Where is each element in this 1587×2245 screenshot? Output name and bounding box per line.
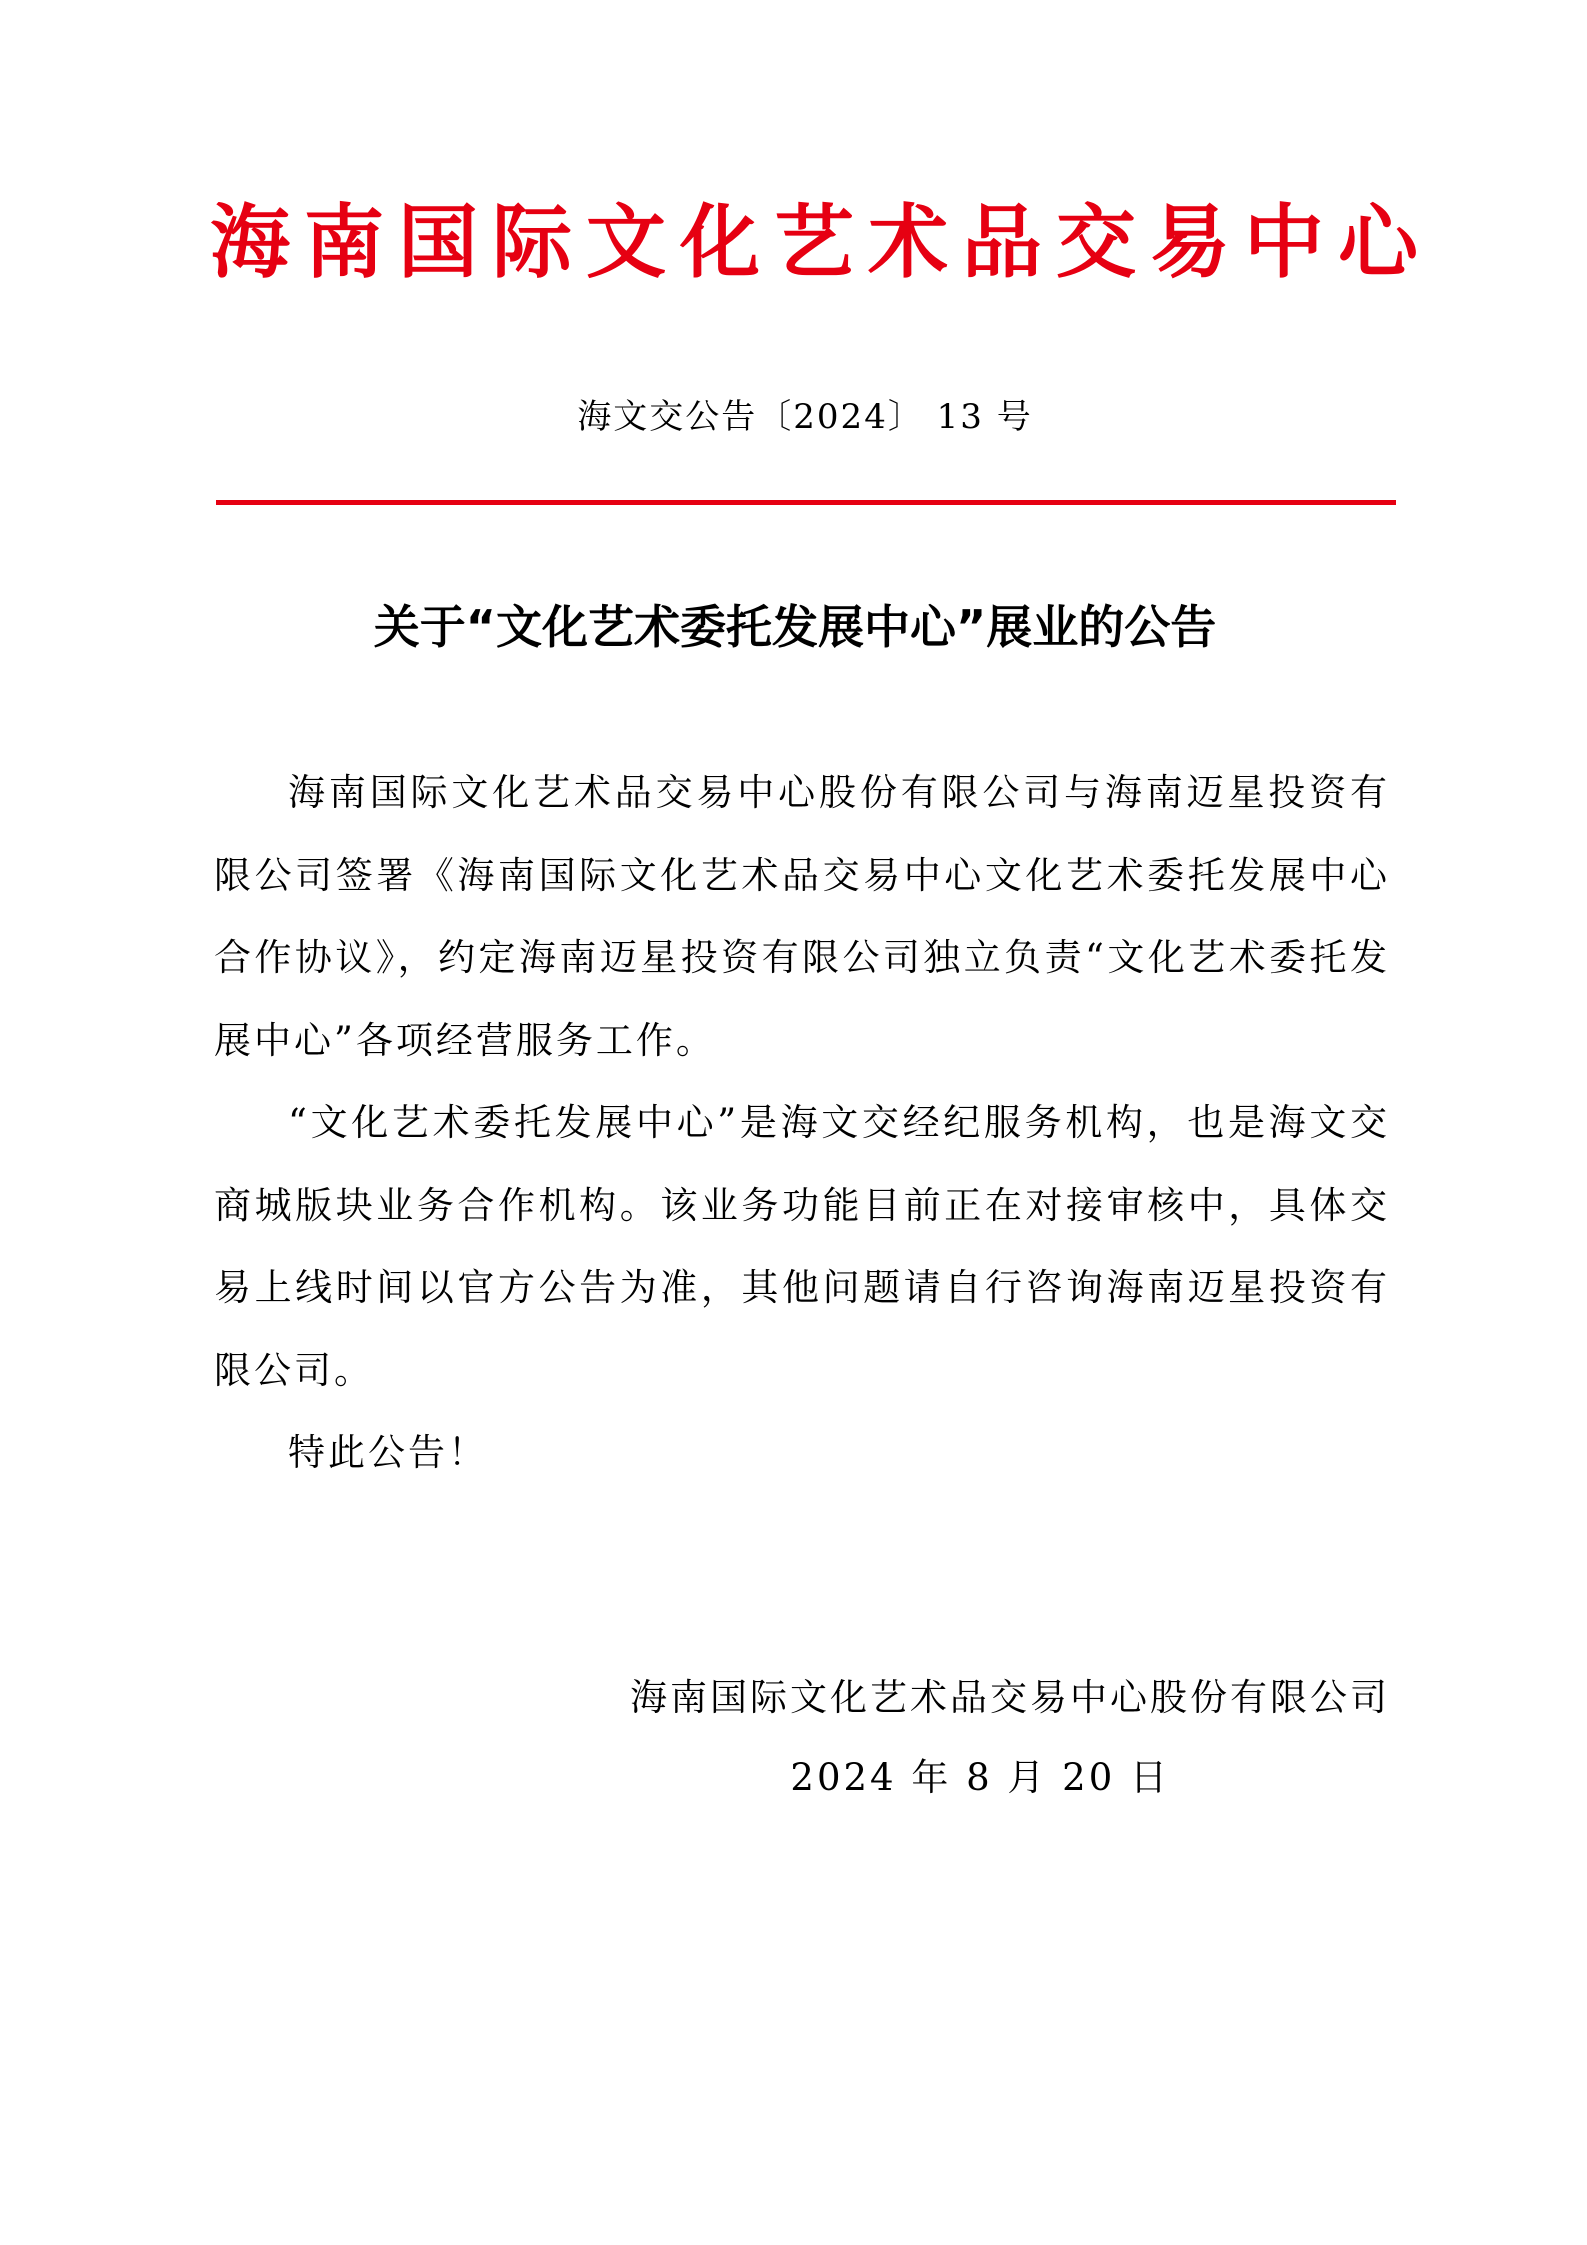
red-divider <box>216 500 1396 505</box>
body-paragraph: “文化艺术委托发展中心”是海文交经纪服务机构，也是海文交商城版块业务合作机构。该业务功能目前正在对接审核中，具体交易上线时间以官方公告为准，其他问题请自行咨询海南迈星投资有限公司。 <box>214 1101 1390 1392</box>
signature-date: 2024 年 8 月 20 日 <box>790 1756 1170 1799</box>
closing-line: 特此公告！ <box>288 1431 488 1474</box>
masthead-title: 海南国际文化艺术品交易中心 <box>210 196 1432 289</box>
signature-company: 海南国际文化艺术品交易中心股份有限公司 <box>630 1676 1390 1719</box>
announcement-title: 关于“文化艺术委托发展中心”展业的公告 <box>373 600 1217 654</box>
announcement-body <box>214 752 1390 1495</box>
body-paragraph: 海南国际文化艺术品交易中心股份有限公司与海南迈星投资有限公司签署《海南国际文化艺术品交易中心文化艺术委托发展中心合作协议》，约定海南迈星投资有限公司独立负责“文化艺术委托发展中心”各项经营服务工作。 <box>214 771 1390 1062</box>
document-number: 海文交公告〔2024〕 13 号 <box>577 397 1033 437</box>
